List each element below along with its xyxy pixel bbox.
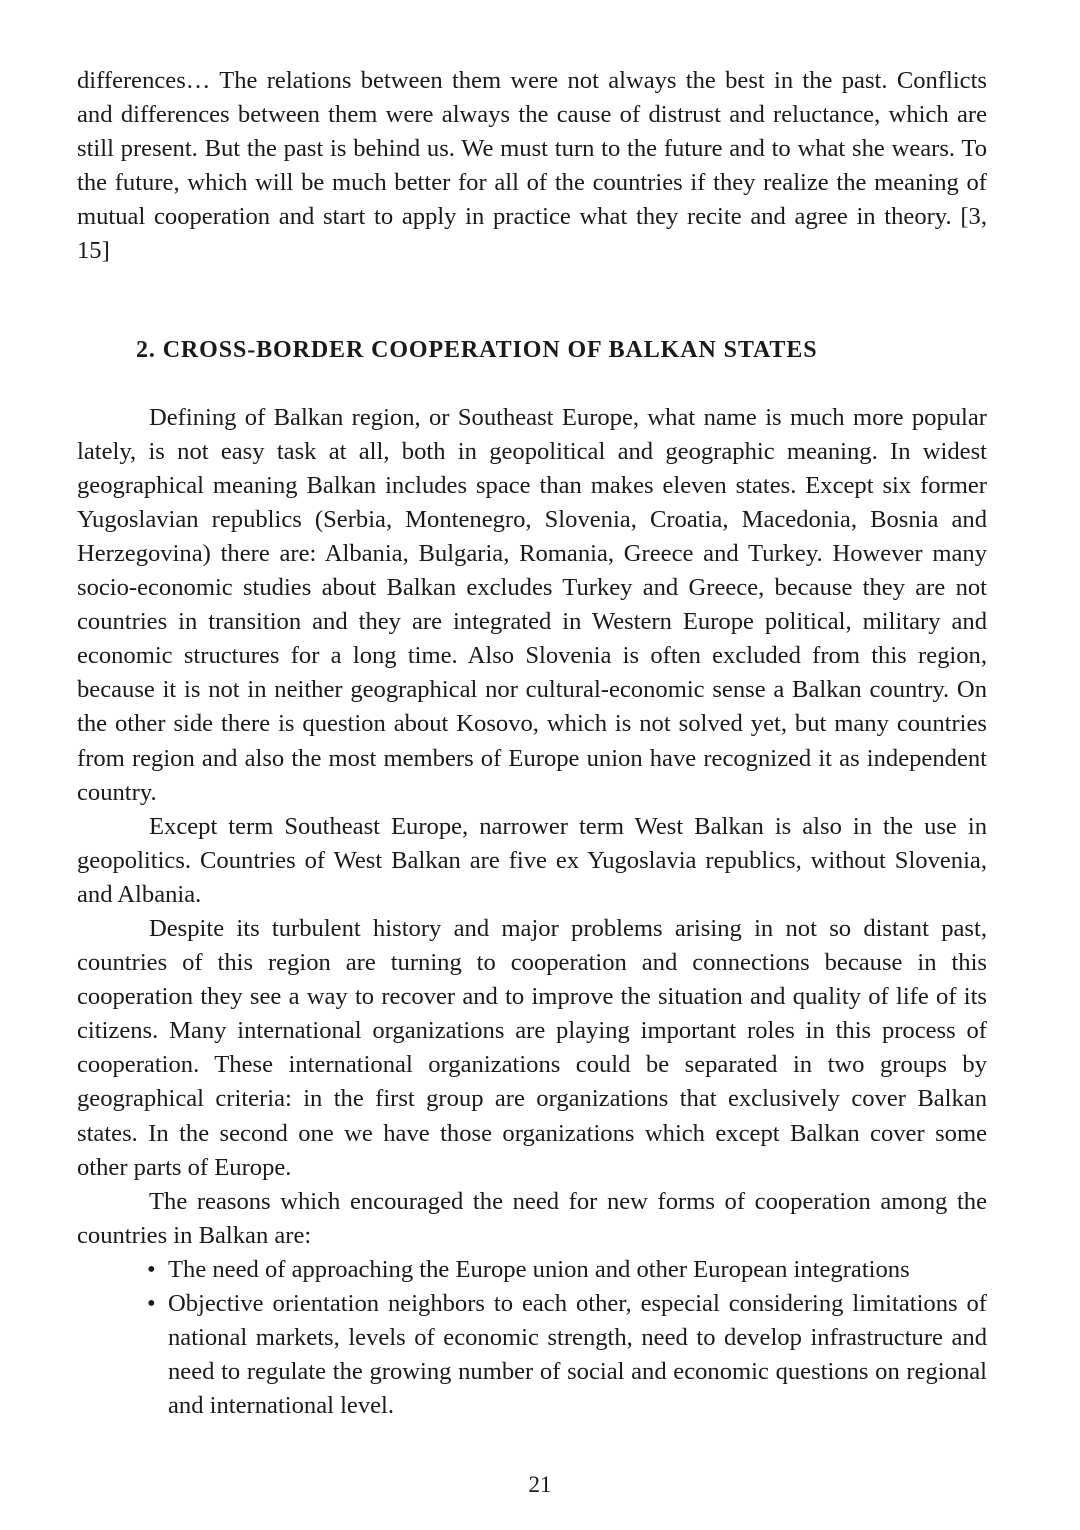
bullet-item (147, 1287, 987, 1423)
intro-paragraph: differences… The relations between them were not always the best in the past. Conflicts and differences between them were always the cause of distrust and reluctance, which are still present. But the past is behind us. We must turn to the future and to what she wears. To the future, which will be much better for all of the countries if they realize the meaning of mutual cooperation and start to apply in practice what they recite and agree in theory. [3, 15] (77, 67, 987, 265)
bullet-icon: • (147, 1255, 156, 1283)
text-column (77, 64, 987, 1423)
reasons-paragraph: The reasons which encouraged the need for new forms of cooperation among the countries in Balkan are: (77, 1187, 987, 1249)
definition-paragraph: Defining of Balkan region, or Southeast Europe, what name is much more popular lately, is not easy task at all, both in geopolitical and geographic meaning. In widest geographical meaning Balkan includes space than makes eleven states. Except six former Yugoslavian republics (Serbia, Montenegro, Slovenia, Croatia, Macedonia, Bosnia and Herzegovina) there are: Albania, Bulgaria, Romania, Greece and Turkey. However many socio-economic studies about Balkan excludes Turkey and Greece, because they are not countries in transition and they are integrated in Western Europe political, military and economic structures for a long time. Also Slovenia is often excluded from this region, because it is not in neither geographical nor cultural-economic sense a Balkan country. On the other side there is question about Kosovo, which is not solved yet, but many countries from region and also the most members of Europe union have recognized it as independent country. (77, 403, 987, 806)
reasons-bullet-list (77, 1253, 987, 1423)
bullet-item (147, 1253, 987, 1287)
cooperation-paragraph: Despite its turbulent history and major problems arising in not so distant past, countries of this region are turning to cooperation and connections because in this cooperation they see a way to recover and to improve the situation and quality of life of its citizens. Many international organizations are playing important roles in this process of cooperation. These international organizations could be separated in two groups by geographical criteria: in the first group are organizations that exclusively cover Balkan states. In the second one we have those organizations which except Balkan cover some other parts of Europe. (77, 914, 987, 1181)
section-heading: 2. CROSS-BORDER COOPERATION OF BALKAN STATES (136, 336, 818, 363)
west-balkan-paragraph: Except term Southeast Europe, narrower term West Balkan is also in the use in geopolitics. Countries of West Balkan are five ex Yugoslavia republics, without Slovenia, and Albania. (77, 812, 987, 908)
bullet-text: Objective orientation neighbors to each other, especial considering limitations of national markets, levels of economic strength, need to develop infrastructure and need to regulate the growing number of social and economic questions on regional and international level. (168, 1290, 987, 1420)
page-number: 21 (528, 1472, 552, 1497)
bullet-icon: • (147, 1290, 156, 1317)
bullet-text: The need of approaching the Europe union and other European integrations (168, 1255, 910, 1283)
